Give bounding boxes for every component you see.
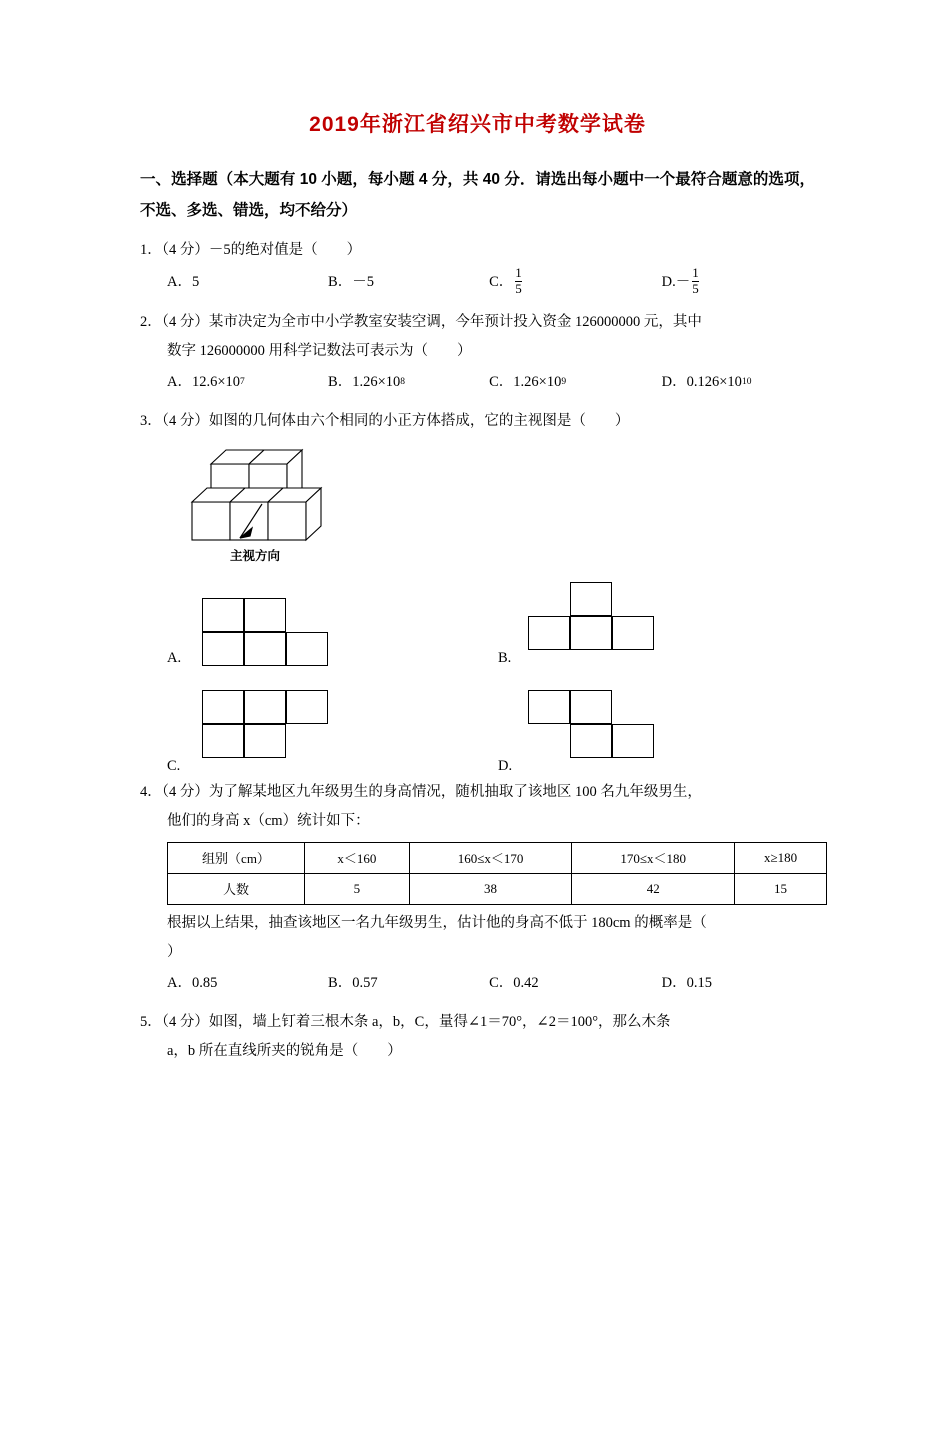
question-2-line2: 数字 126000000 用科学记数法可表示为（ ） xyxy=(167,342,472,359)
cell xyxy=(528,616,570,650)
cell xyxy=(202,690,244,724)
option-c[interactable] xyxy=(489,969,662,998)
cube-stack-illustration xyxy=(178,442,418,562)
question-5-line1: 如图，墙上钉着三根木条 a，b，C，量得∠1＝70°，∠2＝100°，那么木条 xyxy=(208,1013,671,1030)
header-range-1: x＜160 xyxy=(305,842,410,873)
question-3-choice-figures xyxy=(140,576,815,776)
cell xyxy=(244,724,286,758)
header-range-2: 160≤x＜170 xyxy=(409,842,572,873)
option-c-value: 0.42 xyxy=(513,974,539,991)
cell-count-3: 42 xyxy=(572,873,735,904)
cell xyxy=(202,598,244,632)
option-a-value: 5 xyxy=(191,273,200,290)
option-c-label: C． xyxy=(489,273,514,290)
option-b-exponent: 8 xyxy=(400,376,406,387)
fraction-neg-one-fifth: $\frac{1}{5}$ xyxy=(692,265,699,296)
cell xyxy=(528,690,570,724)
option-c-label: C． xyxy=(489,373,514,390)
option-a[interactable] xyxy=(167,368,328,397)
option-b-label: B． xyxy=(328,373,353,390)
option-d-label: D． xyxy=(661,974,687,991)
question-2-number: 2． xyxy=(140,313,162,330)
option-d-label: D． xyxy=(661,373,687,390)
cell xyxy=(570,616,612,650)
question-2-score: （4 分） xyxy=(161,313,209,330)
option-c-exponent: 9 xyxy=(561,376,567,387)
cell xyxy=(244,598,286,632)
question-4 xyxy=(140,778,815,836)
question-3-solid-figure xyxy=(178,442,815,572)
option-d-value: 0.15 xyxy=(686,974,712,991)
option-a-label: A． xyxy=(167,373,192,390)
option-c[interactable] xyxy=(489,267,662,298)
choice-label-c: C. xyxy=(167,757,181,774)
question-1-score: （4 分） xyxy=(161,242,209,258)
question-3-score: （4 分） xyxy=(161,412,209,429)
minus-sign: － xyxy=(675,273,691,290)
question-4-score: （4 分） xyxy=(161,783,209,800)
option-a-value: 12.6×10 xyxy=(191,373,241,390)
question-5 xyxy=(140,1008,815,1066)
cell-count-2: 38 xyxy=(409,873,572,904)
option-b-value: －5 xyxy=(352,273,374,290)
question-1-options xyxy=(167,267,815,298)
option-b[interactable] xyxy=(328,969,489,998)
option-d-exponent: 10 xyxy=(741,376,752,387)
section-heading: 一、选择题（本大题有 10 小题，每小题 4 分，共 40 分．请选出每小题中一个最符合题意的选项，不选、多选、错选，均不给分） xyxy=(140,171,815,219)
cell xyxy=(202,724,244,758)
option-c[interactable] xyxy=(489,368,662,397)
cell xyxy=(286,690,328,724)
option-a-label: A． xyxy=(167,974,192,991)
question-4-after-table-line2: ） xyxy=(167,943,182,960)
cell xyxy=(286,632,328,666)
row-label-count: 人数 xyxy=(168,873,305,904)
cell xyxy=(612,724,654,758)
question-3-number: 3． xyxy=(140,412,162,429)
option-a-exponent: 7 xyxy=(240,376,245,387)
question-4-after-table-line1: 根据以上结果，抽查该地区一名九年级男生，估计他的身高不低于 180cm 的概率是（ xyxy=(167,914,707,931)
page xyxy=(0,108,950,1452)
question-4-line2: 他们的身高 x（cm）统计如下： xyxy=(167,812,370,829)
cell xyxy=(570,582,612,616)
fraction-one-fifth: $\frac{1}{5}$ xyxy=(515,265,522,296)
cell-count-1: 5 xyxy=(305,873,410,904)
question-5-score: （4 分） xyxy=(161,1013,209,1030)
question-4-prompt xyxy=(140,909,815,967)
option-a-value: 0.85 xyxy=(191,974,218,991)
option-d-value: 0.126×10 xyxy=(686,373,742,390)
question-4-number: 4． xyxy=(140,783,162,800)
cell xyxy=(570,690,612,724)
cell-count-4: 15 xyxy=(735,873,827,904)
option-c-label: C． xyxy=(489,974,514,991)
question-3-text: 如图的几何体由六个相同的小正方体搭成，它的主视图是（ ） xyxy=(208,412,630,429)
option-b[interactable] xyxy=(328,267,489,298)
option-d[interactable] xyxy=(662,368,815,397)
choice-label-d: D. xyxy=(498,757,513,774)
table-row-header xyxy=(168,842,827,873)
option-b-label: B． xyxy=(328,273,353,290)
option-a-label: A． xyxy=(167,273,192,290)
question-2-line1: 某市决定为全市中小学教室安装空调，今年预计投入资金 126000000 元，其中 xyxy=(208,313,702,330)
header-range-3: 170≤x＜180 xyxy=(572,842,735,873)
option-b[interactable] xyxy=(328,368,489,397)
header-range-4: x≥180 xyxy=(735,842,827,873)
option-a[interactable] xyxy=(167,969,328,998)
option-d[interactable] xyxy=(662,267,815,298)
choice-label-b: B. xyxy=(498,649,512,666)
option-b-value: 0.57 xyxy=(352,974,378,991)
question-1 xyxy=(140,236,815,265)
cell xyxy=(570,724,612,758)
question-3 xyxy=(140,407,815,436)
cell xyxy=(244,690,286,724)
header-group: 组别（cm） xyxy=(168,842,305,873)
option-c-value: 1.26×10 xyxy=(513,373,562,390)
question-5-line2: a，b 所在直线所夹的锐角是（ ） xyxy=(167,1042,402,1059)
page-title: 2019年浙江省绍兴市中考数学试卷 xyxy=(309,113,646,136)
cell xyxy=(202,632,244,666)
question-3-figure-label: 主视方向 xyxy=(230,548,281,563)
question-4-table xyxy=(167,842,827,905)
cell xyxy=(612,616,654,650)
question-4-line1: 为了解某地区九年级男生的身高情况，随机抽取了该地区 100 名九年级男生， xyxy=(208,783,702,800)
choice-label-a: A. xyxy=(167,649,182,666)
question-1-text: －5的绝对值是（ ） xyxy=(208,242,362,258)
option-d[interactable] xyxy=(662,969,815,998)
option-a[interactable] xyxy=(167,267,328,298)
option-d-label: D. xyxy=(661,273,676,290)
question-4-options xyxy=(167,969,815,998)
question-1-number: 1． xyxy=(140,242,162,258)
option-b-value: 1.26×10 xyxy=(352,373,401,390)
option-b-label: B． xyxy=(328,974,353,991)
question-2 xyxy=(140,308,815,366)
question-2-options xyxy=(167,368,815,397)
table-row xyxy=(168,873,827,904)
cell xyxy=(244,632,286,666)
question-5-number: 5． xyxy=(140,1013,162,1030)
